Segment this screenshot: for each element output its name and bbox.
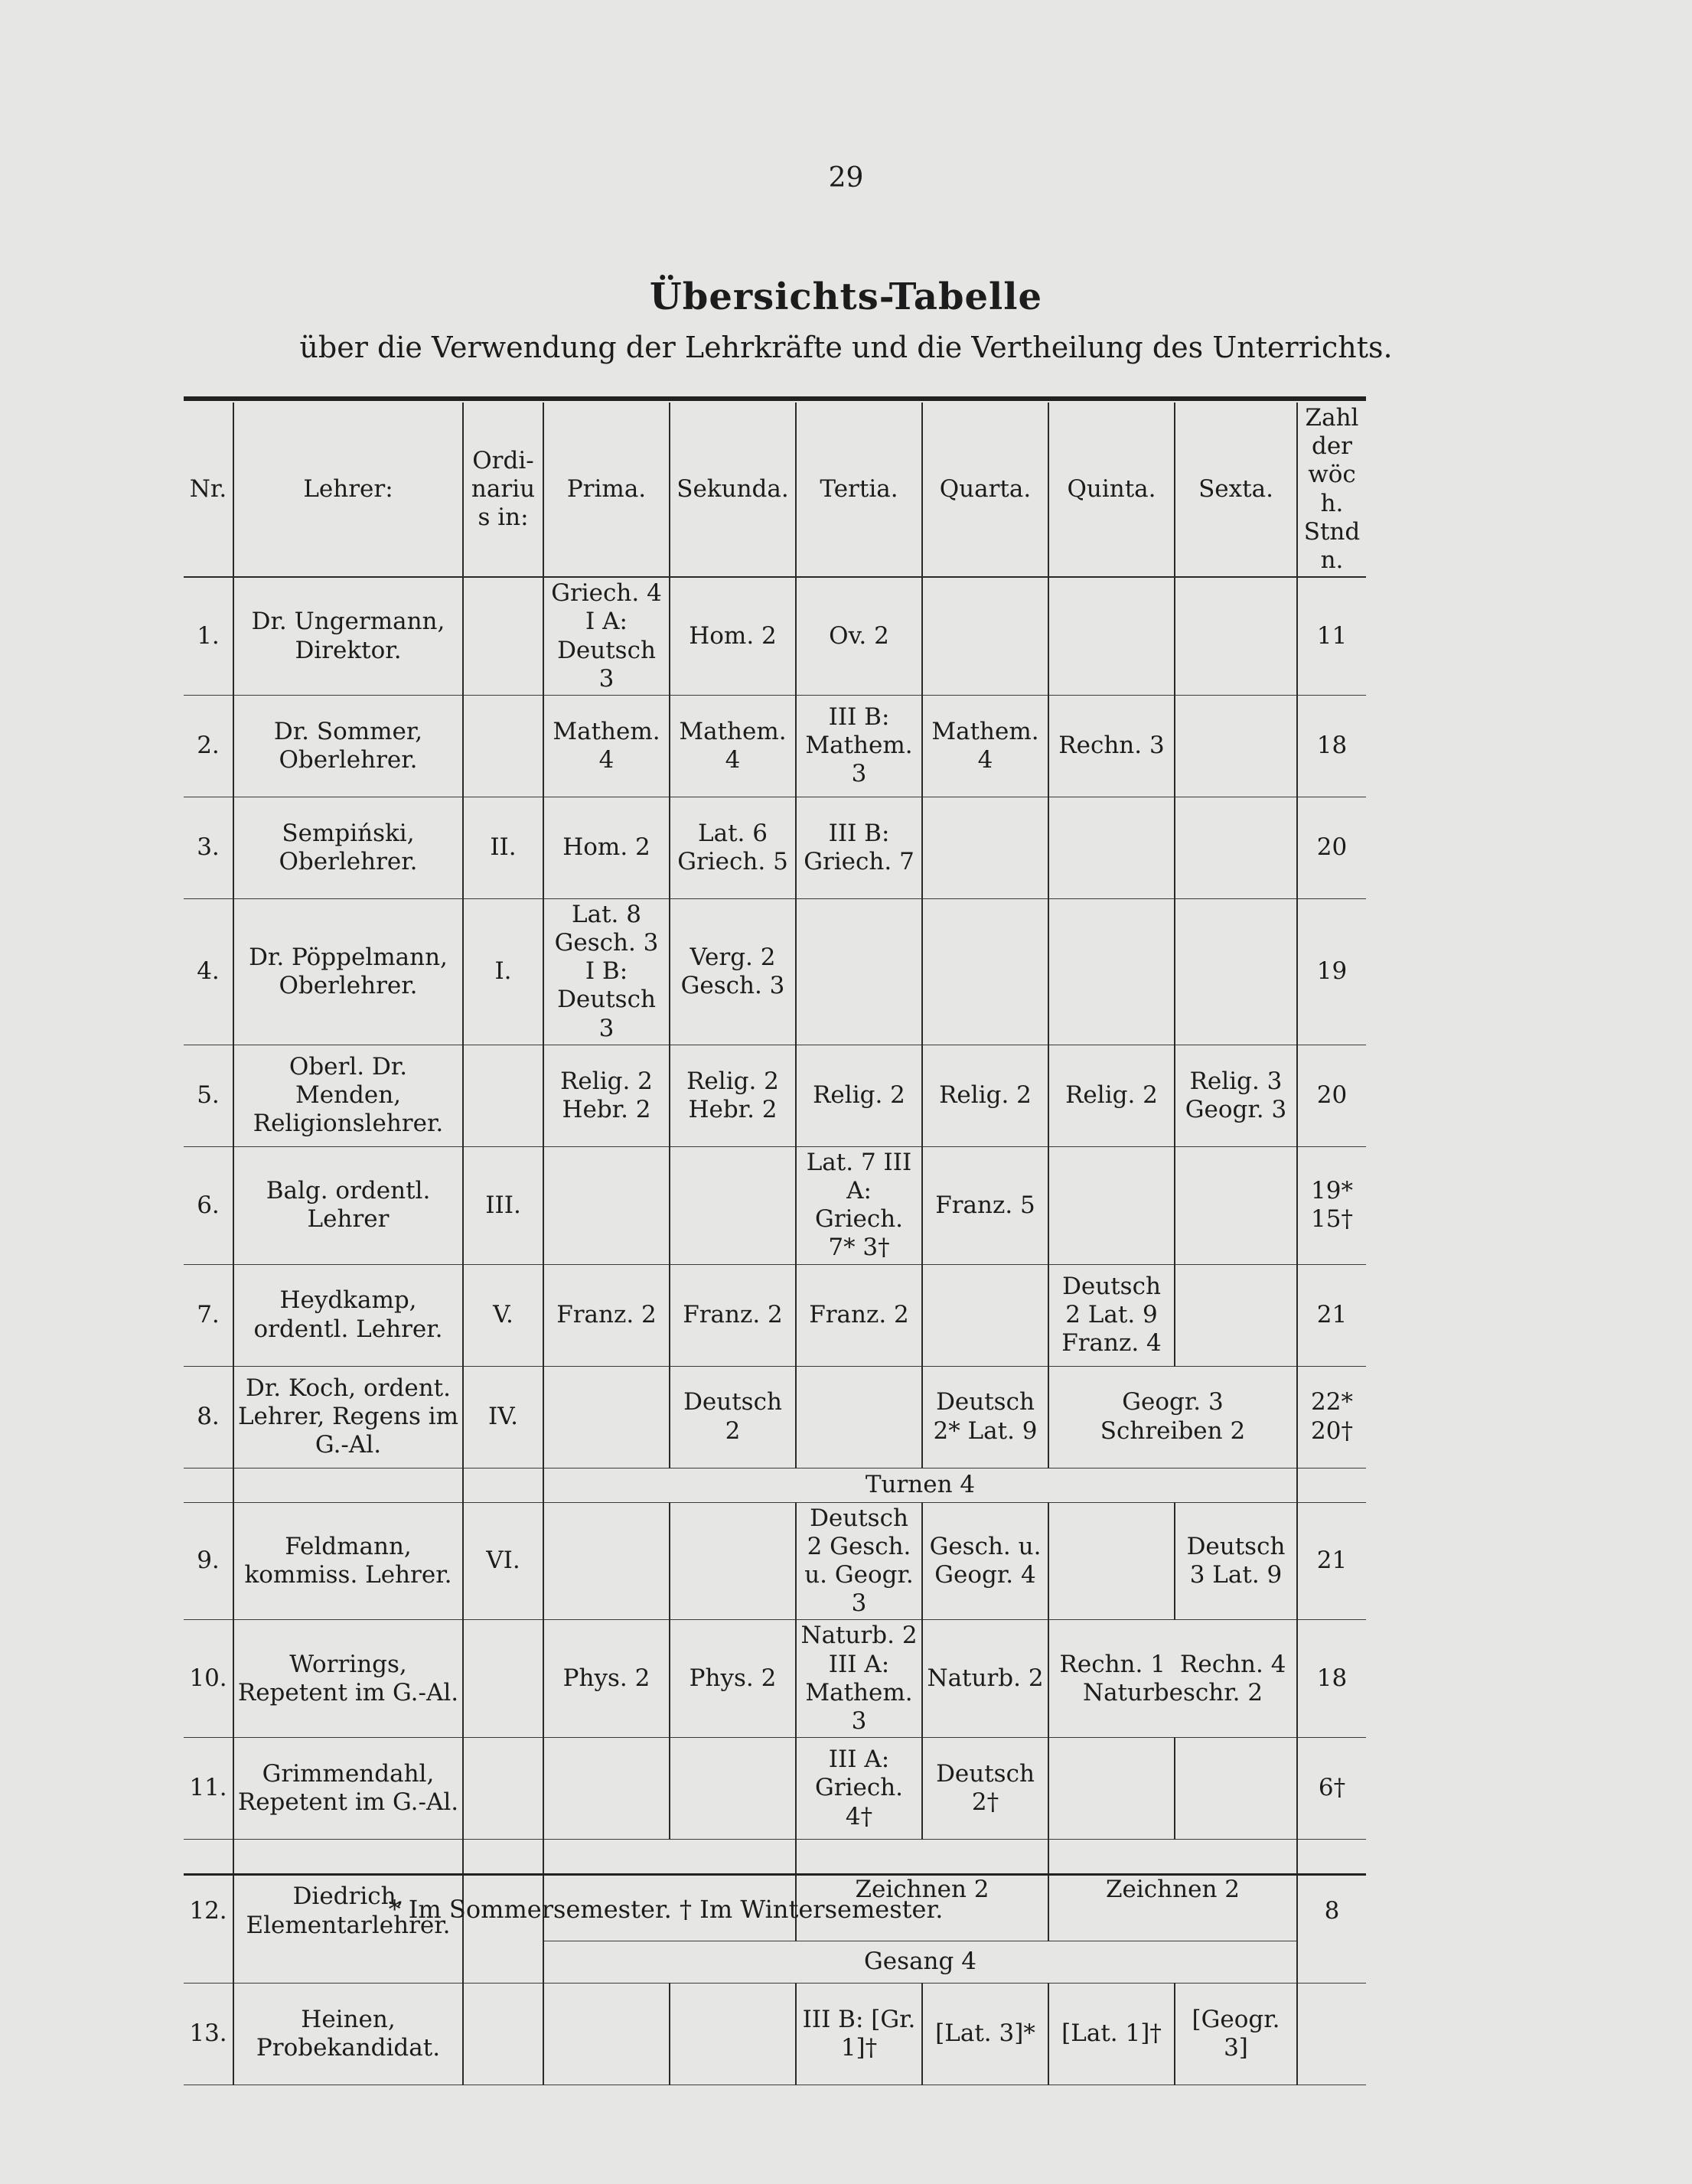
cell-zahl: 11 [1297, 577, 1366, 695]
cell-ordinarius [463, 577, 543, 695]
cell-quinta-text: Rechn. 1 [1059, 1650, 1165, 1678]
cell-prima [543, 1366, 670, 1468]
cell-zahl: 22* 20† [1297, 1366, 1366, 1468]
col-header-quarta: Quarta. [922, 403, 1048, 577]
cell-nr: 9. [184, 1502, 233, 1620]
cell-tertia: Franz. 2 [796, 1264, 922, 1366]
cell-prima [543, 1146, 670, 1264]
cell-zahl: 8 [1297, 1840, 1366, 1984]
table-top-rule [184, 396, 1366, 401]
cell-nr: 3. [184, 797, 233, 898]
cell-tertia: III A: Griech. 4† [796, 1738, 922, 1840]
cell-nr: 5. [184, 1045, 233, 1146]
cell-zeichnen-a: Zeichnen 2 [796, 1840, 1048, 1941]
cell-zahl: 19* 15† [1297, 1146, 1366, 1264]
cell-prima [543, 1738, 670, 1840]
table-bottom-rule [184, 1873, 1366, 1876]
cell-nr: 2. [184, 695, 233, 797]
cell-lehrer: Worrings, Repetent im G.-Al. [233, 1620, 463, 1738]
cell-gesang: Gesang 4 [543, 1941, 1297, 1984]
cell-lehrer: Sempiński, Oberlehrer. [233, 797, 463, 898]
table-row [184, 1366, 1366, 1468]
cell-sexta: Relig. 3 Geogr. 3 [1175, 1045, 1297, 1146]
cell-zahl: 21 [1297, 1264, 1366, 1366]
col-header-nr: Nr. [184, 403, 233, 577]
cell-quarta: Deutsch 2* Lat. 9 [922, 1366, 1048, 1468]
cell-quinta [1048, 1146, 1175, 1264]
cell-zahl: 19 [1297, 898, 1366, 1045]
cell-prima-sekunda [543, 1840, 796, 1941]
cell-quinta: [Lat. 1]† [1048, 1984, 1175, 2085]
cell-ordinarius [463, 1620, 543, 1738]
cell-nr: 11. [184, 1738, 233, 1840]
cell-quarta: Mathem.4 [922, 695, 1048, 797]
cell-quarta [922, 1264, 1048, 1366]
cell-sexta [1175, 1264, 1297, 1366]
cell-sexta: [Geogr. 3] [1175, 1984, 1297, 2085]
cell-quarta: Deutsch 2† [922, 1738, 1048, 1840]
cell-ordinarius [463, 1468, 543, 1502]
cell-sexta [1175, 1738, 1297, 1840]
cell-sexta [1175, 577, 1297, 695]
cell-tertia: Ov. 2 [796, 577, 922, 695]
overview-table [184, 403, 1366, 2085]
cell-quinta-text: Geogr. 3 [1122, 1388, 1224, 1416]
cell-turnen: Turnen 4 [543, 1468, 1297, 1502]
cell-quarta: Relig. 2 [922, 1045, 1048, 1146]
cell-sekunda [670, 1502, 796, 1620]
cell-lehrer: Heinen, Probekandidat. [233, 1984, 463, 2085]
cell-tertia: III B: Griech. 7 [796, 797, 922, 898]
col-header-quinta: Quinta. [1048, 403, 1175, 577]
cell-nr: 8. [184, 1366, 233, 1468]
table-row [184, 898, 1366, 1045]
cell-sekunda: Lat. 6 Griech. 5 [670, 797, 796, 898]
page-title: Übersichts-Tabelle [649, 275, 1043, 318]
cell-zahl: 20 [1297, 1045, 1366, 1146]
cell-tertia: III B: [Gr. 1]† [796, 1984, 922, 2085]
cell-lehrer: Diedrich, Elementarlehrer. [233, 1840, 463, 1984]
footnote: * Im Sommersemester. † Im Wintersemester. [388, 1895, 944, 1924]
cell-tertia: Deutsch 2 Gesch. u. Geogr. 3 [796, 1502, 922, 1620]
cell-prima: Relig. 2 Hebr. 2 [543, 1045, 670, 1146]
cell-quarta [922, 898, 1048, 1045]
cell-zahl: 20 [1297, 797, 1366, 898]
cell-ordinarius: V. [463, 1264, 543, 1366]
cell-sekunda: Verg. 2 Gesch. 3 [670, 898, 796, 1045]
cell-nr [184, 1468, 233, 1502]
cell-prima: Phys. 2 [543, 1620, 670, 1738]
table-row [184, 1502, 1366, 1620]
cell-sekunda: Relig. 2 Hebr. 2 [670, 1045, 796, 1146]
cell-quarta: Naturb. 2 [922, 1620, 1048, 1738]
cell-ordinarius [463, 1984, 543, 2085]
cell-sekunda [670, 1984, 796, 2085]
cell-lehrer: Grimmendahl, Repetent im G.-Al. [233, 1738, 463, 1840]
table-row [184, 1984, 1366, 2085]
table-row [184, 1264, 1366, 1366]
cell-sexta: Deutsch 3 Lat. 9 [1175, 1502, 1297, 1620]
cell-quinta [1048, 898, 1175, 1045]
cell-nr: 1. [184, 577, 233, 695]
cell-sekunda: Phys. 2 [670, 1620, 796, 1738]
col-header-sekunda: Sekunda. [670, 403, 796, 577]
cell-quarta: [Lat. 3]* [922, 1984, 1048, 2085]
cell-prima: Griech. 4 I A: Deutsch 3 [543, 577, 670, 695]
cell-lehrer: Oberl. Dr. Menden, Religionslehrer. [233, 1045, 463, 1146]
cell-ordinarius [463, 695, 543, 797]
col-header-zahl: Zahl der wöch. Stndn. [1297, 403, 1366, 577]
cell-ordinarius: III. [463, 1146, 543, 1264]
cell-nr: 6. [184, 1146, 233, 1264]
cell-quinta: Deutsch 2 Lat. 9 Franz. 4 [1048, 1264, 1175, 1366]
cell-prima: Franz. 2 [543, 1264, 670, 1366]
cell-ordinarius [463, 1045, 543, 1146]
cell-nr: 7. [184, 1264, 233, 1366]
cell-zahl: 6† [1297, 1738, 1366, 1840]
cell-sekunda [670, 1146, 796, 1264]
cell-zahl: 18 [1297, 1620, 1366, 1738]
cell-lehrer [233, 1468, 463, 1502]
cell-quinta: Relig. 2 [1048, 1045, 1175, 1146]
cell-prima: Hom. 2 [543, 797, 670, 898]
table-row [184, 1045, 1366, 1146]
cell-zahl: 18 [1297, 695, 1366, 797]
table-row [184, 577, 1366, 695]
cell-zahl: 21 [1297, 1502, 1366, 1620]
table-row [184, 797, 1366, 898]
cell-quinta [1048, 1502, 1175, 1620]
cell-quinta-sexta [1048, 1366, 1297, 1468]
cell-ordinarius: I. [463, 898, 543, 1045]
cell-quarta [922, 577, 1048, 695]
cell-prima [543, 1984, 670, 2085]
cell-lehrer: Dr. Koch, ordent. Lehrer, Regens im G.-Al. [233, 1366, 463, 1468]
cell-nr: 12. [184, 1840, 233, 1984]
cell-zahl [1297, 1468, 1366, 1502]
cell-tertia: Naturb. 2 III A: Mathem.3 [796, 1620, 922, 1738]
cell-ordinarius: IV. [463, 1366, 543, 1468]
cell-span-text: Naturbeschr. 2 [1082, 1678, 1263, 1706]
table-row [184, 1738, 1366, 1840]
cell-quarta [922, 797, 1048, 898]
cell-quinta [1048, 797, 1175, 898]
cell-sekunda: Deutsch 2 [670, 1366, 796, 1468]
cell-tertia [796, 898, 922, 1045]
cell-zeichnen-b: Zeichnen 2 [1048, 1840, 1297, 1941]
table-row [184, 1620, 1366, 1738]
cell-tertia [796, 1366, 922, 1468]
col-header-sexta: Sexta. [1175, 403, 1297, 577]
cell-ordinarius: II. [463, 797, 543, 898]
cell-nr: 10. [184, 1620, 233, 1738]
cell-lehrer: Dr. Sommer, Oberlehrer. [233, 695, 463, 797]
cell-tertia: Lat. 7 III A: Griech. 7* 3† [796, 1146, 922, 1264]
cell-quinta [1048, 577, 1175, 695]
cell-nr: 13. [184, 1984, 233, 2085]
cell-lehrer: Dr. Ungermann, Direktor. [233, 577, 463, 695]
cell-span-text: Schreiben 2 [1100, 1416, 1246, 1445]
cell-prima: Mathem.4 [543, 695, 670, 797]
cell-tertia: III B: Mathem.3 [796, 695, 922, 797]
page-number: 29 [828, 162, 864, 194]
col-header-ordinarius: Ordi-narius in: [463, 403, 543, 577]
cell-prima: Lat. 8 Gesch. 3 I B: Deutsch 3 [543, 898, 670, 1045]
cell-lehrer: Heydkamp, ordentl. Lehrer. [233, 1264, 463, 1366]
cell-ordinarius [463, 1738, 543, 1840]
cell-sekunda: Franz. 2 [670, 1264, 796, 1366]
table-row [184, 1840, 1366, 1941]
cell-sekunda [670, 1738, 796, 1840]
cell-tertia: Relig. 2 [796, 1045, 922, 1146]
cell-zahl [1297, 1984, 1366, 2085]
cell-lehrer: Feldmann, kommiss. Lehrer. [233, 1502, 463, 1620]
table-row [184, 1146, 1366, 1264]
cell-quinta: Rechn. 3 [1048, 695, 1175, 797]
table-row [184, 1468, 1366, 1502]
cell-sexta-text: Rechn. 4 [1180, 1650, 1286, 1678]
cell-sekunda: Mathem.4 [670, 695, 796, 797]
cell-sexta [1175, 695, 1297, 797]
cell-sexta [1175, 898, 1297, 1045]
col-header-lehrer: Lehrer: [233, 403, 463, 577]
cell-lehrer: Balg. ordentl. Lehrer [233, 1146, 463, 1264]
col-header-tertia: Tertia. [796, 403, 922, 577]
cell-sekunda: Hom. 2 [670, 577, 796, 695]
cell-lehrer: Dr. Pöppelmann, Oberlehrer. [233, 898, 463, 1045]
cell-sexta [1175, 797, 1297, 898]
cell-sexta [1175, 1146, 1297, 1264]
page-subtitle: über die Verwendung der Lehrkräfte und die Vertheilung des Unterrichts. [299, 331, 1393, 364]
col-header-prima: Prima. [543, 403, 670, 577]
cell-quarta: Franz. 5 [922, 1146, 1048, 1264]
table-row [184, 695, 1366, 797]
cell-quinta [1048, 1738, 1175, 1840]
cell-quinta-sexta [1048, 1620, 1297, 1738]
cell-ordinarius: VI. [463, 1502, 543, 1620]
cell-nr: 4. [184, 898, 233, 1045]
table-header-row [184, 403, 1366, 577]
cell-prima [543, 1502, 670, 1620]
cell-quarta: Gesch. u. Geogr. 4 [922, 1502, 1048, 1620]
